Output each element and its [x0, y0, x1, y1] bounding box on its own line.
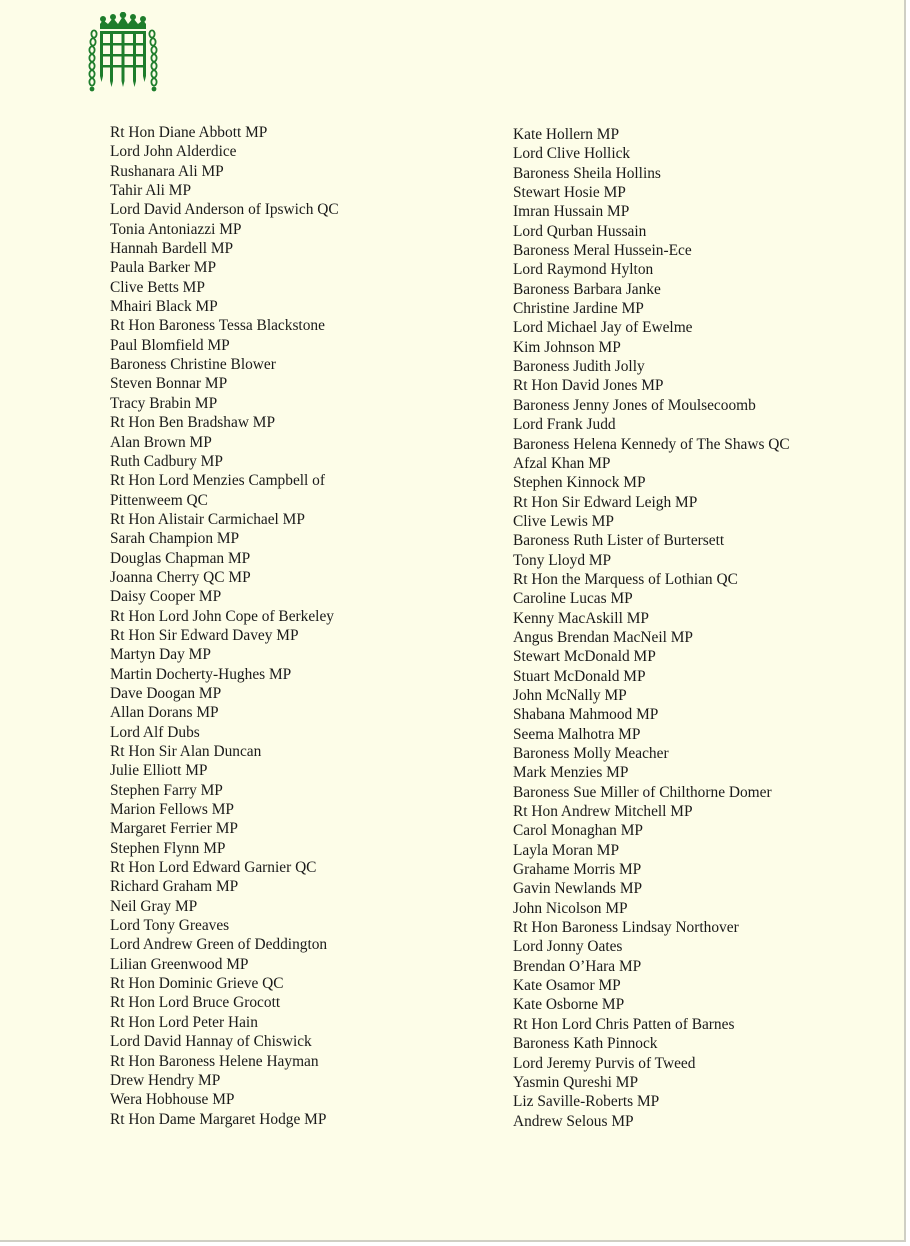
signatory-name: Lord Jonny Oates: [513, 938, 623, 956]
portcullis-crest-icon: [86, 12, 160, 92]
signatory-name: Rt Hon Baroness Tessa Blackstone: [110, 317, 325, 335]
signatory-name: Kim Johnson MP: [513, 338, 621, 356]
signatory-name: Stewart McDonald MP: [513, 648, 656, 666]
signatory-name: Drew Hendry MP: [110, 1071, 221, 1089]
signatory-name: Baroness Molly Meacher: [513, 745, 669, 762]
signatory-name: Rt Hon Sir Edward Leigh MP: [513, 493, 698, 511]
signatory-name: Lord Alf Dubs: [110, 723, 200, 741]
signatory-name: Rt Hon the Marquess of Lothian QC: [513, 570, 738, 588]
signatory-name: Yasmin Qureshi MP: [513, 1073, 639, 1091]
signatory-name: Wera Hobhouse MP: [110, 1091, 235, 1109]
signatory-name: Rt Hon Ben Bradshaw MP: [110, 414, 276, 432]
signatory-name: Kate Osborne MP: [513, 996, 625, 1014]
signatory-name: Paul Blomfield MP: [110, 336, 230, 354]
signatory-name: Rt Hon Dame Margaret Hodge MP: [110, 1110, 327, 1128]
signatory-name: Rt Hon David Jones MP: [513, 377, 664, 395]
signatory-name: Neil Gray MP: [110, 897, 198, 915]
signatory-name: Rt Hon Dominic Grieve QC: [110, 975, 284, 993]
signatory-name: Caroline Lucas MP: [513, 590, 633, 608]
signatory-name: Rt Hon Lord Chris Patten of Barnes: [513, 1015, 735, 1033]
signatory-name: Stuart McDonald MP: [513, 667, 646, 685]
signatory-name: Lord John Alderdice: [110, 143, 237, 161]
signatory-name: Clive Betts MP: [110, 278, 205, 296]
signatory-name: Carol Monaghan MP: [513, 822, 643, 840]
signatory-name: Rt Hon Sir Edward Davey MP: [110, 626, 299, 644]
signatory-name: Afzal Khan MP: [513, 454, 611, 472]
signatory-name: Andrew Selous MP: [513, 1112, 634, 1130]
signatory-name: Shabana Mahmood MP: [513, 706, 659, 724]
signatory-name: Baroness Barbara Janke: [513, 280, 661, 298]
signatory-name: Lord Qurban Hussain: [513, 222, 647, 240]
signatory-list-right: [513, 125, 790, 1131]
signatory-name: Sarah Champion MP: [110, 530, 240, 548]
signatory-name: Allan Dorans MP: [110, 704, 219, 722]
signatory-name: Baroness Christine Blower: [110, 356, 276, 374]
signatory-name: Lord David Hannay of Chiswick: [110, 1033, 312, 1051]
signatory-name: Kate Hollern MP: [513, 126, 620, 143]
signatory-name: Lord Andrew Green of Deddington: [110, 936, 328, 954]
signatory-name: Rt Hon Alistair Carmichael MP: [110, 510, 305, 528]
signatory-name: Ruth Cadbury MP: [110, 452, 223, 470]
signatory-name: Lord Clive Hollick: [513, 145, 631, 163]
signatory-name: Tracy Brabin MP: [110, 394, 218, 412]
signatory-name: Baroness Helena Kennedy of The Shaws QC: [513, 435, 790, 453]
signatory-name: Rt Hon Diane Abbott MP: [110, 124, 268, 141]
signatory-name: Baroness Jenny Jones of Moulsecoomb: [513, 396, 756, 414]
signatory-name: Richard Graham MP: [110, 878, 239, 896]
signatory-name: Rt Hon Andrew Mitchell MP: [513, 803, 693, 821]
signatory-name: Imran Hussain MP: [513, 203, 630, 221]
signatory-name: Rt Hon Lord Bruce Grocott: [110, 994, 281, 1012]
signatory-name: Lilian Greenwood MP: [110, 955, 249, 973]
signatory-name: Baroness Kath Pinnock: [513, 1035, 658, 1053]
signatory-name: Tahir Ali MP: [110, 182, 192, 200]
signatory-name: Dave Doogan MP: [110, 684, 222, 702]
signatory-name: Baroness Sheila Hollins: [513, 164, 661, 182]
signatory-name: Lord Raymond Hylton: [513, 261, 654, 279]
signatory-name: Kenny MacAskill MP: [513, 609, 649, 627]
signatory-name: Layla Moran MP: [513, 841, 620, 859]
signatory-name: Daisy Cooper MP: [110, 588, 222, 606]
signatory-name: Seema Malhotra MP: [513, 725, 641, 743]
signatory-name: Lord Michael Jay of Ewelme: [513, 319, 693, 337]
signatory-name: Margaret Ferrier MP: [110, 820, 238, 838]
signatory-name: Lord David Anderson of Ipswich QC: [110, 201, 339, 219]
signatory-name: Tony Lloyd MP: [513, 551, 612, 569]
signatory-name: Rushanara Ali MP: [110, 162, 224, 180]
signatory-name: Rt Hon Sir Alan Duncan: [110, 743, 262, 760]
signatory-name: Rt Hon Lord John Cope of Berkeley: [110, 607, 334, 625]
signatory-name: Rt Hon Lord Edward Garnier QC: [110, 859, 317, 877]
signatory-name: Baroness Ruth Lister of Burtersett: [513, 532, 725, 550]
signatory-name: Grahame Morris MP: [513, 861, 642, 879]
signatory-name: Stewart Hosie MP: [513, 184, 626, 202]
signatory-name: Gavin Newlands MP: [513, 880, 643, 898]
signatory-name: Lord Tony Greaves: [110, 917, 230, 935]
signatory-name: Pittenweem QC: [110, 491, 208, 509]
signatory-name: John Nicolson MP: [513, 899, 628, 917]
signatory-name: Steven Bonnar MP: [110, 375, 228, 393]
signatory-name: Mark Menzies MP: [513, 764, 629, 782]
signatory-list-left: [110, 123, 339, 1129]
signatory-name: Paula Barker MP: [110, 259, 217, 277]
signatory-name: Mhairi Black MP: [110, 298, 218, 316]
signatory-name: Julie Elliott MP: [110, 762, 208, 780]
signatory-name: Stephen Kinnock MP: [513, 474, 646, 492]
signatory-name: Alan Brown MP: [110, 433, 212, 451]
signatory-name: Hannah Bardell MP: [110, 240, 234, 258]
signatory-name: Joanna Cherry QC MP: [110, 568, 251, 586]
signatory-name: Baroness Judith Jolly: [513, 358, 645, 376]
signatory-name: Clive Lewis MP: [513, 512, 614, 530]
signatory-name: Angus Brendan MacNeil MP: [513, 628, 693, 646]
signatory-name: Lord Frank Judd: [513, 416, 616, 434]
signatory-name: Rt Hon Baroness Helene Hayman: [110, 1052, 319, 1070]
signatory-name: Tonia Antoniazzi MP: [110, 220, 242, 238]
signatory-name: Stephen Flynn MP: [110, 839, 226, 857]
signatory-name: John McNally MP: [513, 686, 627, 704]
signatory-name: Baroness Sue Miller of Chilthorne Domer: [513, 783, 772, 801]
signatory-name: Rt Hon Lord Peter Hain: [110, 1013, 258, 1031]
signatory-name: Brendan O’Hara MP: [513, 957, 642, 975]
signatory-name: Martyn Day MP: [110, 646, 211, 664]
signatory-name: Kate Osamor MP: [513, 977, 621, 995]
signatory-name: Rt Hon Baroness Lindsay Northover: [513, 919, 739, 937]
signatory-name: Rt Hon Lord Menzies Campbell of: [110, 472, 326, 490]
signatory-name: Liz Saville-Roberts MP: [513, 1093, 660, 1111]
signatory-name: Martin Docherty-Hughes MP: [110, 665, 292, 683]
signatory-name: Marion Fellows MP: [110, 801, 234, 819]
signatory-name: Christine Jardine MP: [513, 300, 644, 318]
signatory-name: Baroness Meral Hussein-Ece: [513, 242, 692, 260]
signatory-name: Douglas Chapman MP: [110, 549, 251, 567]
signatory-name: Lord Jeremy Purvis of Tweed: [513, 1054, 696, 1072]
signatory-name: Stephen Farry MP: [110, 781, 223, 799]
